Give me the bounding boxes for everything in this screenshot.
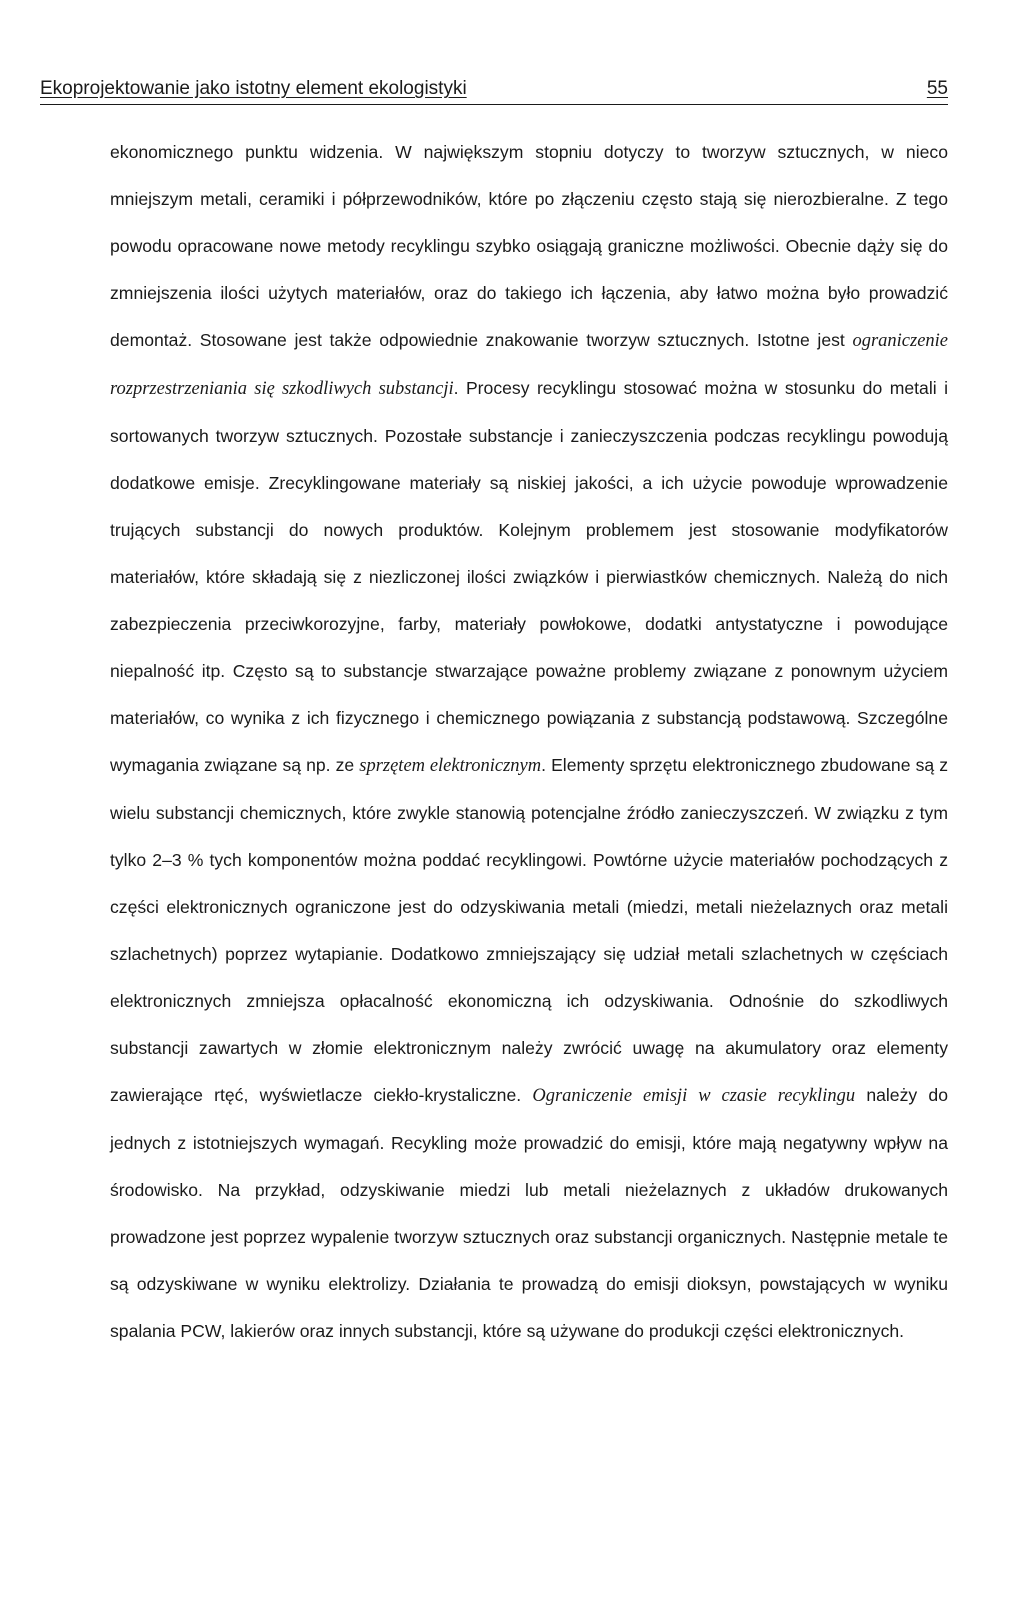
body-paragraph [110, 129, 948, 1355]
header-title: Ekoprojektowanie jako istotny element ekologistyki [40, 78, 467, 99]
text-segment: należy do jednych z istotniejszych wymagań. Recykling może prowadzić do emisji, które mają negatywny wpływ na środowisko. Na przykład, odzyskiwanie miedzi lub metali nieżelaznych z układów drukowanych prowadzone jest poprzez wypalenie tworzyw sztucznych oraz substancji organicznych. Następnie metale te są odzyskiwane w wyniku elektrolizy. Działania te prowadzą do emisji dioksyn, powstających w wyniku spalania PCW, lakierów oraz innych substancji, które są używane do produkcji części elektronicznych. [110, 1085, 948, 1341]
running-header [40, 74, 948, 105]
text-segment: . Procesy recyklingu stosować można w stosunku do metali i sortowanych tworzyw sztucznych. Pozostałe substancje i zanieczyszczenia podczas recyklingu powodują dodatkowe emisje. Zrecyklingowane materiały są niskiej jakości, a ich użycie powoduje wprowadzenie trujących substancji do nowych produktów. Kolejnym problemem jest stosowanie modyfikatorów materiałów, które składają się z niezliczonej ilości związków i pierwiastków chemicznych. Należą do nich zabezpieczenia przeciwkorozyjne, farby, materiały powłokowe, dodatki antystatyczne i powodujące niepalność itp. Często są to substancje stwarzające poważne problemy związane z ponownym użyciem materiałów, co wynika z ich fizycznego i chemicznego powiązania z substancją podstawową. Szczególne wymagania związane są np. ze [110, 378, 948, 775]
emphasis-segment: ograniczenie rozprzestrzeniania się szkodliwych substancji [110, 331, 948, 399]
emphasis-segment: sprzętem elektronicznym [359, 756, 542, 776]
text-segment: . Elementy sprzętu elektronicznego zbudowane są z wielu substancji chemicznych, które zwykle stanowią potencjalne źródło zanieczyszczeń. W związku z tym tylko 2–3 % tych komponentów można poddać recyklingowi. Powtórne użycie materiałów pochodzących z części elektronicznych ograniczone jest do odzyskiwania metali (miedzi, metali nieżelaznych oraz metali szlachetnych) poprzez wytapianie. Dodatkowo zmniejszający się udział metali szlachetnych w częściach elektronicznych zmniejsza opłacalność ekonomiczną ich odzyskiwania. Odnośnie do szkodliwych substancji zawartych w złomie elektronicznym należy zwrócić uwagę na akumulatory oraz elementy zawierające rtęć, wyświetlacze ciekło-krystaliczne. [110, 755, 948, 1105]
text-segment: ekonomicznego punktu widzenia. W największym stopniu dotyczy to tworzyw sztucznych, w nieco mniejszym metali, ceramiki i półprzewodników, które po złączeniu często stają się nierozbieralne. Z tego powodu opracowane nowe metody recyklingu szybko osiągają graniczne możliwości. Obecnie dąży się do zmniejszenia ilości użytych materiałów, oraz do takiego ich łączenia, aby łatwo można było prowadzić demontaż. Stosowane jest także odpowiednie znakowanie tworzyw sztucznych. Istotne jest [110, 142, 948, 350]
emphasis-segment: Ograniczenie emisji w czasie recyklingu [532, 1086, 856, 1106]
page-number: 55 [926, 78, 948, 99]
